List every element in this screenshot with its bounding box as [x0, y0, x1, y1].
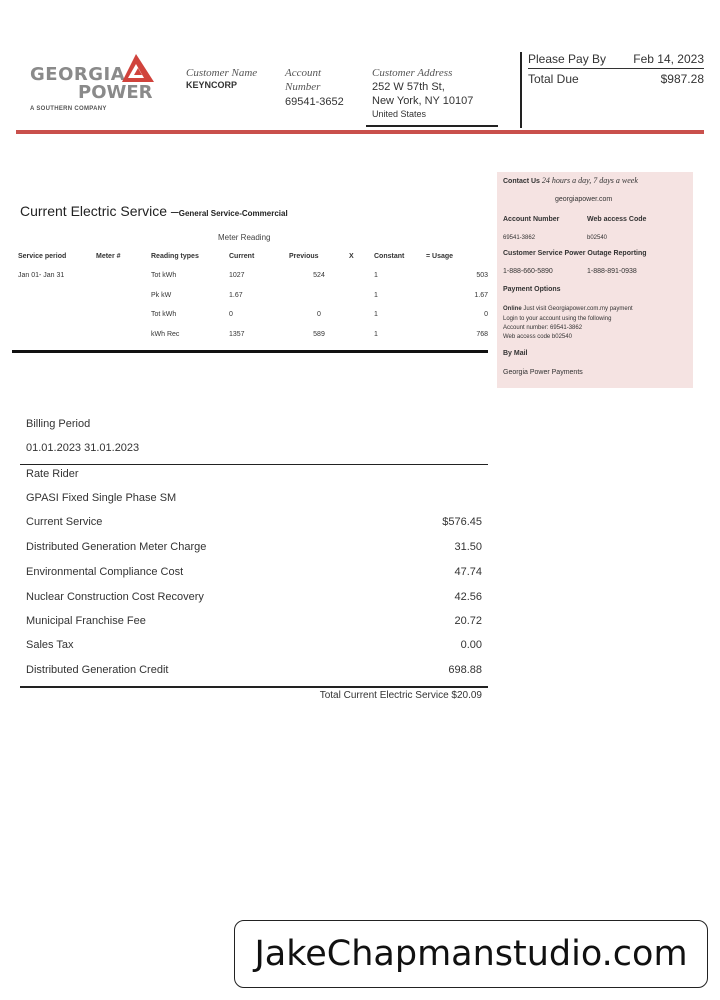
constant-value: 1 — [374, 291, 378, 299]
current-reading: 0 — [229, 311, 233, 319]
logo-subtitle: A SOUTHERN COMPANY — [30, 106, 107, 112]
charge-amount: 47.74 — [454, 566, 482, 578]
meter-reading-header: Meter Reading — [218, 233, 271, 242]
online-text-4: Web access code b02540 — [503, 334, 572, 340]
rate-rider-label: Rate Rider — [26, 468, 79, 480]
outage-reporting-label: Customer Service Power Outage Reporting — [503, 250, 647, 257]
georgia-power-logo — [30, 52, 190, 122]
billing-divider — [20, 464, 488, 465]
constant-value: 1 — [374, 272, 378, 280]
total-due-label: Total Due — [528, 72, 579, 86]
phone-customer-service: 1-888-660-5890 — [503, 268, 553, 275]
watermark-text: JakeChapmanstudio.com — [254, 934, 688, 974]
col-current: Current — [229, 252, 255, 260]
meter-reading-table — [18, 250, 488, 344]
by-mail-label: By Mail — [503, 350, 528, 357]
web-code-label: Web access Code — [587, 216, 647, 223]
charge-label: Municipal Franchise Fee — [26, 615, 146, 627]
current-reading: 1.67 — [229, 291, 243, 299]
previous-reading: 589 — [313, 330, 325, 338]
meter-table-header-row — [18, 250, 488, 266]
table-row — [18, 305, 488, 325]
usage-value: 503 — [476, 272, 488, 280]
contact-row — [503, 176, 638, 185]
phone-outage: 1-888-891-0938 — [587, 268, 637, 275]
table-row — [18, 286, 488, 306]
charge-label: Distributed Generation Meter Charge — [26, 541, 207, 553]
mail-payee: Georgia Power Payments — [503, 369, 583, 376]
service-period-value: Jan 01- Jan 31 — [18, 272, 65, 280]
table-row — [18, 325, 488, 345]
billing-period-value: 01.01.2023 31.01.2023 — [26, 442, 140, 454]
pay-summary — [528, 52, 704, 86]
reading-type: Pk kW — [151, 291, 172, 299]
account-label-line2: Number — [285, 81, 321, 93]
previous-reading: 0 — [317, 311, 321, 319]
billing-period-label: Billing Period — [26, 418, 91, 430]
rate-plan: GPASI Fixed Single Phase SM — [26, 492, 177, 504]
usage-value: 768 — [476, 330, 488, 338]
service-title-main: Current Electric Service – — [20, 203, 179, 219]
reading-type: Tot kWh — [151, 311, 177, 319]
online-payment-line1 — [503, 306, 633, 312]
charge-amount: 698.88 — [448, 664, 482, 676]
online-text-2: Login to your account using the following — [503, 316, 612, 322]
service-title — [20, 203, 288, 219]
sidebar-account-number: 69541-3862 — [503, 235, 536, 241]
customer-address-label: Customer Address — [372, 67, 453, 79]
online-text-3: Account number: 69541-3862 — [503, 325, 583, 331]
charge-label: Distributed Generation Credit — [26, 664, 169, 676]
watermark-box — [234, 920, 708, 988]
reading-type: kWh Rec — [151, 330, 180, 338]
constant-value: 1 — [374, 311, 378, 319]
contact-label: Contact Us — [503, 178, 540, 185]
contact-sidebar — [497, 172, 693, 388]
charge-label: Current Service — [26, 516, 103, 528]
constant-value: 1 — [374, 330, 378, 338]
reading-type: Tot kWh — [151, 272, 177, 280]
customer-name-label: Customer Name — [186, 67, 258, 79]
total-due-amount: $987.28 — [660, 72, 704, 86]
previous-reading: 524 — [313, 272, 325, 280]
pay-by-row — [528, 52, 704, 66]
sidebar-web-code: b02540 — [587, 235, 608, 241]
online-text-1: Just visit Georgiapower.com.my payment — [523, 306, 633, 312]
total-current-service: Total Current Electric Service $20.09 — [319, 690, 482, 701]
pay-box-left-border — [520, 52, 522, 128]
current-reading: 1357 — [229, 330, 245, 338]
table-row — [18, 266, 488, 286]
usage-value: 0 — [484, 311, 488, 319]
col-constant: Constant — [374, 252, 405, 260]
meter-table-bottom-rule — [12, 350, 488, 353]
account-label-line1: Account — [285, 67, 322, 79]
pay-divider — [528, 68, 704, 69]
address-underline — [366, 125, 498, 127]
usage-value: 1.67 — [474, 291, 488, 299]
col-usage: = Usage — [426, 252, 454, 260]
contact-hours: 24 hours a day, 7 days a week — [541, 176, 638, 185]
pay-by-date: Feb 14, 2023 — [633, 52, 704, 66]
account-number-label: Account Number — [503, 216, 560, 223]
online-label: Online — [503, 306, 522, 312]
multiplier-cell — [349, 266, 374, 286]
address-line2: New York, NY 10107 — [372, 95, 474, 107]
customer-name: KEYNCORP — [186, 80, 238, 90]
col-reading-types: Reading types — [151, 252, 199, 260]
total-due-row — [528, 72, 704, 86]
service-subtitle: General Service-Commercial — [178, 209, 288, 218]
address-line3: United States — [372, 109, 427, 119]
charge-amount: $576.45 — [442, 516, 482, 528]
col-service-period: Service period — [18, 252, 67, 260]
logo-text-georgia: GEORGIA — [30, 64, 126, 85]
charge-amount: 31.50 — [454, 541, 482, 553]
website-link[interactable]: georgiapower.com — [555, 196, 613, 203]
col-multiplier: X — [349, 252, 354, 260]
current-reading: 1027 — [229, 272, 245, 280]
account-number: 69541-3652 — [285, 96, 344, 108]
col-previous: Previous — [289, 252, 319, 260]
previous-reading — [289, 286, 349, 306]
pay-by-label: Please Pay By — [528, 52, 607, 66]
charge-amount: 0.00 — [460, 639, 482, 651]
charge-label: Sales Tax — [26, 639, 74, 651]
logo-text-power: POWER — [78, 82, 153, 103]
header-accent-rule — [16, 130, 704, 134]
charge-amount: 20.72 — [454, 615, 482, 627]
billing-total-rule — [20, 686, 488, 688]
address-line1: 252 W 57th St, — [372, 81, 445, 93]
charge-label: Environmental Compliance Cost — [26, 566, 184, 578]
payment-options-label: Payment Options — [503, 286, 561, 293]
charge-label: Nuclear Construction Cost Recovery — [26, 591, 204, 603]
charge-amount: 42.56 — [454, 591, 482, 603]
logo-triangle-icon — [122, 52, 156, 86]
meter-number-value — [96, 266, 151, 286]
col-meter: Meter # — [96, 252, 121, 260]
